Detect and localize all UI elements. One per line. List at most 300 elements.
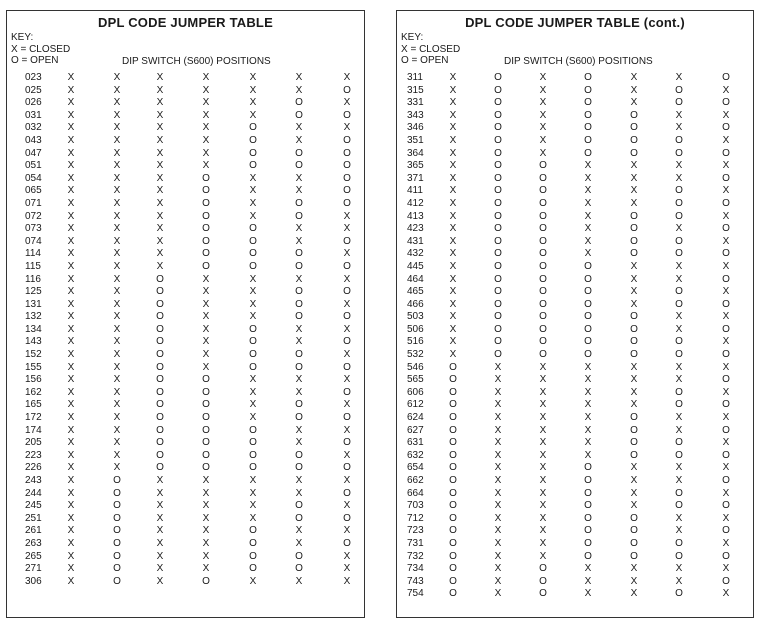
switch-1-cell: X — [449, 109, 457, 121]
switch-5-cell: O — [630, 550, 638, 562]
switch-2-cell: O — [494, 311, 502, 323]
switch-2-cell: X — [113, 185, 121, 197]
switch-1-cell: X — [67, 563, 75, 575]
switch-5-cell: X — [630, 97, 638, 109]
switch-7-cell: X — [722, 311, 730, 323]
table-row — [7, 399, 364, 412]
switch-3-cell: X — [539, 475, 547, 486]
switch-6-cell: O — [675, 386, 683, 398]
switch-3-cell: X — [156, 134, 164, 146]
switch-6-cell: X — [295, 374, 303, 386]
switch-3-cell: X — [539, 412, 547, 424]
switch-6-cell: X — [675, 462, 683, 474]
switch-1-cell: X — [449, 273, 457, 285]
switch-1-cell: X — [67, 412, 75, 424]
code-cell: 464 — [407, 273, 424, 285]
code-cell: 116 — [25, 273, 41, 285]
switch-4-cell: X — [584, 374, 592, 386]
switch-4-cell: O — [202, 172, 210, 184]
switch-6-cell: O — [295, 311, 303, 323]
switch-3-cell: X — [539, 386, 547, 398]
switch-7-cell: X — [722, 487, 730, 499]
key-legend — [11, 32, 70, 67]
switch-1-cell: O — [449, 500, 457, 512]
switch-6-cell: O — [295, 462, 303, 474]
switch-2-cell: O — [494, 235, 502, 247]
table-row — [7, 72, 364, 85]
switch-7-cell: O — [343, 311, 351, 323]
switch-1-cell: O — [449, 449, 457, 461]
table-row — [397, 324, 753, 337]
switch-6-cell: X — [675, 273, 683, 285]
switch-5-cell: X — [249, 311, 257, 323]
switch-4-cell: X — [584, 160, 592, 172]
switch-7-cell: X — [343, 550, 351, 562]
switch-4-cell: X — [202, 336, 210, 348]
table-row — [397, 72, 753, 85]
switch-2-cell: X — [113, 449, 121, 461]
switch-1-cell: O — [449, 550, 457, 562]
key-open: O = OPEN — [401, 55, 449, 66]
switch-3-cell: O — [539, 311, 547, 323]
switch-7-cell: O — [722, 122, 730, 134]
switch-5-cell: O — [249, 525, 257, 537]
key-closed: X = CLOSED — [11, 43, 71, 55]
switch-2-cell: X — [113, 235, 121, 247]
table-row — [7, 173, 364, 186]
switch-3-cell: X — [539, 84, 547, 96]
switch-5-cell: X — [630, 374, 638, 386]
switch-4-cell: X — [584, 412, 592, 424]
code-cell: 423 — [407, 223, 424, 235]
switch-1-cell: X — [67, 386, 75, 398]
switch-7-cell: O — [722, 72, 730, 83]
switch-6-cell: X — [675, 311, 683, 323]
switch-7-cell: X — [722, 260, 730, 272]
code-cell: 245 — [25, 500, 42, 512]
table-row — [397, 513, 753, 526]
table-row — [7, 274, 364, 287]
switch-1-cell: X — [449, 336, 457, 348]
switch-3-cell: X — [156, 525, 164, 537]
switch-5-cell: X — [630, 72, 638, 83]
switch-4-cell: X — [584, 424, 592, 436]
switch-6-cell: X — [295, 323, 303, 335]
switch-6-cell: O — [295, 500, 303, 512]
switch-6-cell: X — [295, 487, 303, 499]
switch-4-cell: O — [584, 147, 592, 159]
switch-1-cell: X — [67, 500, 75, 512]
switch-2-cell: X — [113, 349, 121, 361]
switch-4-cell: O — [202, 210, 210, 222]
switch-6-cell: X — [295, 172, 303, 184]
switch-2-cell: X — [494, 361, 502, 373]
code-cell: 047 — [25, 147, 42, 159]
switch-3-cell: X — [156, 210, 164, 222]
switch-6-cell: O — [295, 210, 303, 222]
switch-2-cell: O — [113, 500, 121, 512]
table-row — [7, 412, 364, 425]
switch-4-cell: O — [584, 462, 592, 474]
switch-3-cell: O — [539, 185, 547, 197]
switch-1-cell: X — [67, 437, 75, 449]
switch-4-cell: X — [202, 475, 210, 486]
code-cell: 032 — [25, 122, 42, 134]
code-cell: 662 — [407, 475, 424, 486]
switch-4-cell: O — [202, 248, 210, 260]
switch-3-cell: O — [539, 260, 547, 272]
code-cell: 331 — [407, 97, 424, 109]
switch-3-cell: X — [156, 197, 164, 209]
table-row — [7, 488, 364, 501]
table-row — [7, 462, 364, 475]
code-cell: 731 — [407, 537, 424, 549]
switch-6-cell: X — [295, 84, 303, 96]
switch-1-cell: X — [449, 97, 457, 109]
switch-4-cell: O — [202, 185, 210, 197]
code-cell: 723 — [407, 525, 424, 537]
switch-1-cell: X — [67, 399, 75, 411]
switch-4-cell: O — [202, 412, 210, 424]
switch-7-cell: O — [343, 160, 351, 172]
switch-1-cell: X — [67, 525, 75, 537]
code-cell: 131 — [25, 298, 42, 310]
code-cell: 271 — [25, 563, 42, 575]
switch-1-cell: O — [449, 462, 457, 474]
switch-3-cell: O — [156, 462, 164, 474]
switch-6-cell: O — [675, 97, 683, 109]
switch-5-cell: X — [249, 97, 257, 109]
switch-4-cell: O — [202, 399, 210, 411]
jumper-table-left — [6, 10, 365, 618]
switch-1-cell: X — [449, 349, 457, 361]
switch-2-cell: X — [113, 84, 121, 96]
switch-5-cell: X — [249, 512, 257, 524]
switch-4-cell: X — [202, 160, 210, 172]
code-cell: 343 — [407, 109, 424, 121]
switch-3-cell: O — [539, 172, 547, 184]
code-cell: 754 — [407, 588, 424, 600]
switch-1-cell: O — [449, 537, 457, 549]
switch-1-cell: X — [67, 349, 75, 361]
switch-7-cell: X — [343, 475, 351, 486]
code-cell: 712 — [407, 512, 424, 524]
table-row — [397, 336, 753, 349]
switch-5-cell: O — [630, 248, 638, 260]
jumper-table-right — [396, 10, 754, 618]
code-cell: 051 — [25, 160, 42, 172]
switch-4-cell: X — [584, 223, 592, 235]
table-row — [397, 160, 753, 173]
code-cell: 624 — [407, 412, 424, 424]
code-cell: 155 — [25, 361, 42, 373]
switch-2-cell: X — [113, 399, 121, 411]
switch-2-cell: O — [494, 223, 502, 235]
switch-4-cell: O — [584, 349, 592, 361]
switch-7-cell: X — [343, 525, 351, 537]
code-cell: 532 — [407, 349, 424, 361]
switch-5-cell: X — [249, 500, 257, 512]
switch-7-cell: O — [343, 512, 351, 524]
switch-5-cell: X — [249, 298, 257, 310]
table-row — [7, 437, 364, 450]
switch-4-cell: X — [584, 563, 592, 575]
switch-5-cell: X — [630, 84, 638, 96]
switch-4-cell: O — [202, 386, 210, 398]
switch-2-cell: O — [494, 134, 502, 146]
switch-5-cell: O — [249, 437, 257, 449]
switch-1-cell: X — [67, 84, 75, 96]
switch-1-cell: X — [449, 172, 457, 184]
switch-2-cell: X — [113, 386, 121, 398]
switch-3-cell: X — [539, 512, 547, 524]
code-cell: 432 — [407, 248, 424, 260]
code-cell: 445 — [407, 260, 424, 272]
switch-2-cell: O — [494, 147, 502, 159]
table-row — [397, 211, 753, 224]
switch-1-cell: X — [67, 248, 75, 260]
switch-5-cell: O — [630, 109, 638, 121]
code-cell: 031 — [25, 109, 42, 121]
table-row — [397, 437, 753, 450]
switch-6-cell: X — [675, 575, 683, 587]
switch-4-cell: O — [202, 575, 210, 587]
switch-3-cell: X — [539, 487, 547, 499]
switch-2-cell: X — [113, 97, 121, 109]
switch-7-cell: O — [722, 172, 730, 184]
switch-3-cell: X — [539, 374, 547, 386]
code-cell: 466 — [407, 298, 424, 310]
switch-4-cell: O — [202, 424, 210, 436]
table-row — [397, 274, 753, 287]
switch-5-cell: X — [630, 361, 638, 373]
switch-2-cell: X — [494, 537, 502, 549]
switch-1-cell: X — [67, 424, 75, 436]
switch-6-cell: X — [675, 122, 683, 134]
code-cell: 134 — [25, 323, 42, 335]
code-cell: 125 — [25, 286, 42, 298]
switch-1-cell: X — [67, 260, 75, 272]
switch-1-cell: X — [449, 84, 457, 96]
switch-6-cell: X — [675, 160, 683, 172]
switch-4-cell: O — [584, 97, 592, 109]
switch-1-cell: X — [449, 72, 457, 83]
switch-1-cell: X — [449, 323, 457, 335]
switch-3-cell: X — [156, 537, 164, 549]
switch-5-cell: X — [630, 462, 638, 474]
switch-6-cell: O — [295, 550, 303, 562]
switch-5-cell: X — [630, 298, 638, 310]
switch-1-cell: X — [449, 311, 457, 323]
switch-6-cell: X — [675, 424, 683, 436]
switch-6-cell: X — [295, 336, 303, 348]
switch-5-cell: X — [249, 399, 257, 411]
switch-6-cell: O — [295, 147, 303, 159]
switch-3-cell: O — [156, 374, 164, 386]
switch-7-cell: X — [343, 298, 351, 310]
switch-5-cell: O — [249, 537, 257, 549]
switch-3-cell: O — [539, 248, 547, 260]
switch-1-cell: X — [449, 160, 457, 172]
switch-3-cell: X — [156, 172, 164, 184]
switch-3-cell: O — [539, 575, 547, 587]
switch-5-cell: X — [249, 72, 257, 83]
switch-7-cell: O — [343, 235, 351, 247]
table-row — [397, 462, 753, 475]
switch-7-cell: X — [343, 97, 351, 109]
switch-5-cell: O — [249, 235, 257, 247]
code-cell: 065 — [25, 185, 42, 197]
switch-1-cell: X — [449, 210, 457, 222]
switch-1-cell: X — [449, 235, 457, 247]
switch-5-cell: X — [249, 185, 257, 197]
switch-1-cell: X — [449, 147, 457, 159]
switch-7-cell: O — [722, 298, 730, 310]
switch-6-cell: X — [675, 223, 683, 235]
switch-4-cell: O — [584, 84, 592, 96]
switch-3-cell: X — [539, 147, 547, 159]
switch-3-cell: O — [539, 563, 547, 575]
switch-7-cell: X — [343, 399, 351, 411]
code-cell: 072 — [25, 210, 42, 222]
switch-3-cell: O — [539, 197, 547, 209]
switch-1-cell: X — [449, 298, 457, 310]
code-cell: 516 — [407, 336, 424, 348]
switch-6-cell: O — [295, 197, 303, 209]
switch-7-cell: O — [722, 550, 730, 562]
switch-4-cell: X — [584, 361, 592, 373]
switch-2-cell: O — [494, 109, 502, 121]
switch-1-cell: O — [449, 512, 457, 524]
switch-6-cell: O — [295, 97, 303, 109]
code-cell: 503 — [407, 311, 424, 323]
switch-6-cell: O — [295, 449, 303, 461]
switch-5-cell: X — [249, 273, 257, 285]
switch-5-cell: O — [630, 437, 638, 449]
switch-7-cell: X — [722, 412, 730, 424]
code-cell: 364 — [407, 147, 424, 159]
switch-7-cell: X — [722, 134, 730, 146]
switch-3-cell: X — [156, 550, 164, 562]
switch-3-cell: O — [156, 399, 164, 411]
switch-6-cell: X — [675, 475, 683, 486]
code-cell: 413 — [407, 210, 424, 222]
switch-2-cell: O — [113, 550, 121, 562]
table-row — [7, 85, 364, 98]
switch-5-cell: X — [249, 286, 257, 298]
switch-5-cell: X — [630, 386, 638, 398]
switch-2-cell: X — [494, 487, 502, 499]
switch-1-cell: O — [449, 575, 457, 587]
switch-4-cell: X — [202, 286, 210, 298]
table-row — [397, 286, 753, 299]
switch-4-cell: O — [202, 462, 210, 474]
switch-5-cell: O — [630, 525, 638, 537]
switch-2-cell: X — [494, 588, 502, 600]
table-row — [7, 135, 364, 148]
switch-2-cell: X — [113, 286, 121, 298]
switch-7-cell: O — [722, 500, 730, 512]
dip-switch-label: DIP SWITCH (S600) POSITIONS — [504, 56, 653, 67]
switch-2-cell: O — [113, 575, 121, 587]
code-cell: 506 — [407, 323, 424, 335]
switch-1-cell: O — [449, 386, 457, 398]
code-cell: 371 — [407, 172, 424, 184]
switch-2-cell: X — [494, 386, 502, 398]
switch-4-cell: O — [584, 122, 592, 134]
switch-5-cell: O — [249, 323, 257, 335]
switch-1-cell: X — [67, 185, 75, 197]
switch-4-cell: O — [584, 525, 592, 537]
table-row — [7, 551, 364, 564]
switch-1-cell: X — [67, 487, 75, 499]
switch-5-cell: O — [249, 160, 257, 172]
switch-6-cell: O — [295, 399, 303, 411]
switch-5-cell: X — [249, 575, 257, 587]
switch-2-cell: O — [494, 122, 502, 134]
switch-1-cell: O — [449, 412, 457, 424]
switch-7-cell: O — [722, 475, 730, 486]
code-cell: 115 — [25, 260, 41, 272]
table-row — [7, 336, 364, 349]
switch-1-cell: X — [67, 575, 75, 587]
switch-7-cell: O — [343, 386, 351, 398]
switch-2-cell: X — [113, 374, 121, 386]
switch-5-cell: O — [630, 223, 638, 235]
switch-3-cell: O — [539, 210, 547, 222]
switch-1-cell: X — [67, 172, 75, 184]
switch-5-cell: O — [249, 424, 257, 436]
switch-5-cell: X — [630, 563, 638, 575]
switch-3-cell: X — [156, 475, 164, 486]
code-cell: 162 — [25, 386, 42, 398]
switch-2-cell: O — [113, 487, 121, 499]
switch-2-cell: X — [113, 248, 121, 260]
switch-6-cell: O — [295, 248, 303, 260]
switch-4-cell: O — [584, 323, 592, 335]
switch-5-cell: O — [249, 260, 257, 272]
switch-2-cell: O — [494, 84, 502, 96]
switch-1-cell: O — [449, 437, 457, 449]
switch-7-cell: X — [722, 386, 730, 398]
switch-3-cell: O — [156, 412, 164, 424]
switch-2-cell: X — [494, 512, 502, 524]
switch-3-cell: X — [539, 424, 547, 436]
table-row — [7, 122, 364, 135]
switch-5-cell: X — [630, 588, 638, 600]
switch-6-cell: X — [295, 537, 303, 549]
code-cell: 261 — [25, 525, 42, 537]
switch-2-cell: X — [113, 260, 121, 272]
switch-2-cell: O — [494, 210, 502, 222]
code-cell: 732 — [407, 550, 424, 562]
code-cell: 023 — [25, 72, 42, 83]
switch-7-cell: O — [343, 361, 351, 373]
switch-4-cell: X — [202, 311, 210, 323]
switch-4-cell: O — [584, 286, 592, 298]
switch-7-cell: O — [722, 147, 730, 159]
switch-1-cell: X — [449, 286, 457, 298]
switch-6-cell: O — [675, 298, 683, 310]
switch-7-cell: X — [722, 235, 730, 247]
switch-7-cell: O — [722, 248, 730, 260]
switch-2-cell: X — [494, 550, 502, 562]
switch-5-cell: X — [249, 386, 257, 398]
switch-7-cell: O — [343, 487, 351, 499]
switch-5-cell: X — [249, 374, 257, 386]
switch-4-cell: X — [202, 550, 210, 562]
key-label: KEY: — [11, 32, 34, 43]
